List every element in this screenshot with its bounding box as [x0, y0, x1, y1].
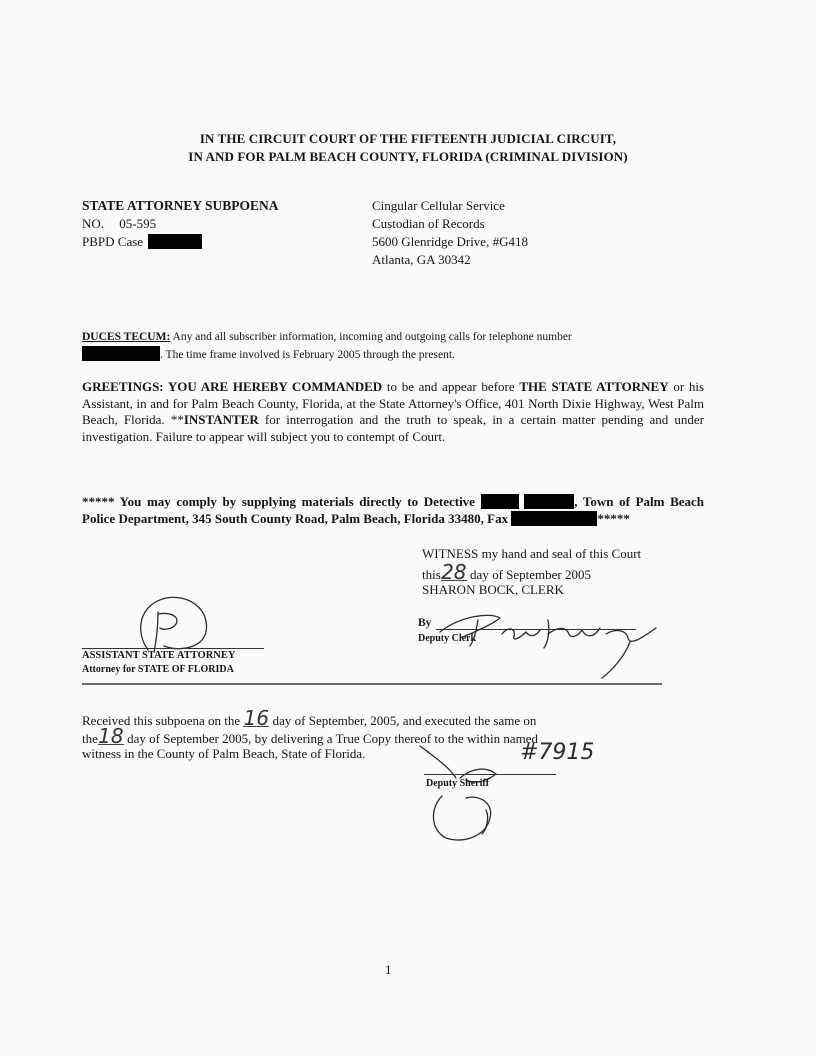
duces-tecum-text1: Any and all subscriber information, incoming and outgoing calls for telephone number — [172, 331, 572, 343]
subpoena-number-label: NO. — [82, 216, 105, 231]
recipient-name: Cingular Cellular Service — [372, 198, 505, 213]
witness-line1: WITNESS my hand and seal of this Court — [422, 546, 642, 561]
greetings-instanter: INSTANTER — [183, 412, 259, 427]
asa-signature-line — [82, 648, 264, 649]
duces-tecum-label: DUCES TECUM: — [82, 331, 171, 343]
greetings-text3: for interrogation and the truth to speak, in a certain matter pending and under investigation. Failure to appear will subject you to contempt of Court. — [82, 412, 704, 444]
comply-text3: ***** — [597, 511, 630, 526]
comply-paragraph — [82, 493, 704, 527]
duces-tecum-line1 — [82, 331, 572, 343]
greetings-text1: to be and appear before — [382, 379, 520, 394]
deputy-sheriff-label: Deputy Sheriff — [426, 778, 490, 789]
duces-tecum-line2 — [82, 346, 455, 361]
greetings-lead: GREETINGS: YOU ARE HEREBY COMMANDED — [82, 379, 383, 394]
duces-tecum-text2: . The time frame involved is February 2005 through the present. — [160, 349, 455, 361]
deputy-badge-number: #7915 — [520, 740, 595, 765]
comply-text1: ***** You may comply by supplying materials directly to Detective — [82, 494, 475, 509]
return-day2-handwritten: 18 — [98, 724, 124, 748]
greetings-state-attorney: THE STATE ATTORNEY — [519, 379, 669, 394]
witness-line2 — [422, 560, 591, 584]
subpoena-number — [82, 216, 156, 232]
witness-date-rest: day of September 2005 — [470, 567, 591, 582]
section-divider — [82, 683, 662, 685]
asa-title: ASSISTANT STATE ATTORNEY — [82, 650, 236, 661]
case-label: PBPD Case — [82, 234, 144, 249]
court-heading-line1: IN THE CIRCUIT COURT OF THE FIFTEENTH JUDICIAL CIRCUIT, — [199, 131, 617, 146]
by-label: By — [418, 617, 432, 629]
witness-this-label: this — [422, 567, 441, 582]
return-line1 — [82, 706, 537, 730]
asa-signature — [120, 590, 220, 654]
case-number — [82, 234, 202, 250]
return-line3: witness in the County of Palm Beach, State of Florida. — [82, 746, 366, 761]
witness-day-handwritten: 28 — [441, 560, 467, 584]
asa-subtitle: Attorney for STATE OF FLORIDA — [82, 664, 234, 675]
recipient-title: Custodian of Records — [372, 216, 485, 231]
return-text2: day of September, 2005, and executed the same on — [272, 713, 537, 728]
recipient-street: 5600 Glenridge Drive, #G418 — [372, 234, 528, 249]
deputy-clerk-label: Deputy Clerk — [418, 633, 477, 644]
clerk-signature — [430, 598, 670, 684]
return-text3: the — [82, 731, 98, 746]
deputy-sheriff-signature-line — [424, 774, 556, 775]
subpoena-number-value: 05-595 — [119, 216, 157, 231]
return-day1-handwritten: 16 — [243, 706, 270, 730]
greetings-paragraph — [82, 379, 704, 445]
clerk-name: SHARON BOCK, CLERK — [422, 582, 564, 597]
subpoena-title: STATE ATTORNEY SUBPOENA — [82, 198, 279, 213]
redaction-detective-first — [481, 494, 519, 509]
page-number: 1 — [385, 962, 392, 977]
redaction-detective-last — [524, 494, 574, 509]
redaction-fax-number — [511, 511, 597, 526]
return-text4: day of September 2005, by delivering a True Copy thereof to the within named — [127, 731, 539, 746]
redaction-phone-number — [82, 346, 160, 361]
recipient-city: Atlanta, GA 30342 — [372, 252, 471, 267]
greetings-text2: or his Assistant, in and for Palm Beach County, Florida, at the State Attorney's Office, 401 North Dixie Highway, West Palm Beach, Florida. ** — [82, 379, 704, 427]
return-text1: Received this subpoena on the — [82, 713, 241, 728]
comply-text2: , Town of Palm Beach Police Department, 345 South County Road, Palm Beach, Florida 33480, Fax — [82, 494, 705, 526]
redaction-case-number — [148, 234, 202, 249]
court-heading-line2: IN AND FOR PALM BEACH COUNTY, FLORIDA (CRIMINAL DIVISION) — [188, 149, 628, 164]
